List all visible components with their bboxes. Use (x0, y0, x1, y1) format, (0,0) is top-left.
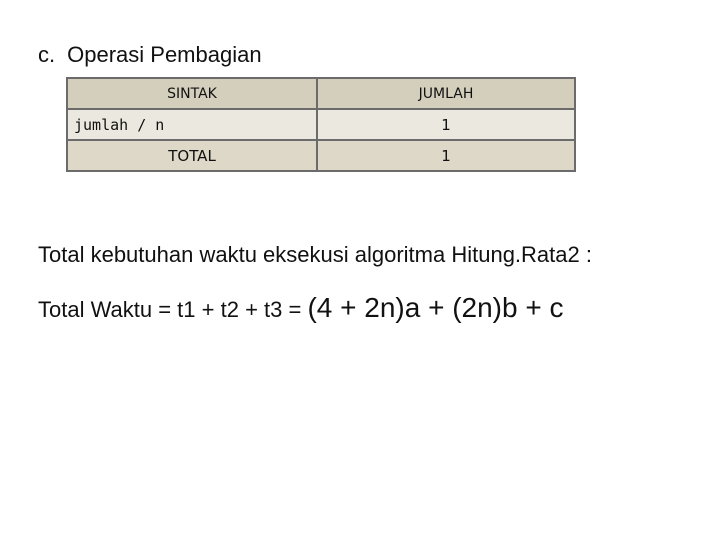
header-sintak: SINTAK (67, 78, 317, 109)
section-title: Operasi Pembagian (67, 42, 262, 67)
table-row (67, 109, 575, 140)
syntax-count-table (66, 77, 576, 172)
table-total-row (67, 140, 575, 171)
total-time-line (38, 292, 564, 324)
summary-line: Total kebutuhan waktu eksekusi algoritma Hitung.Rata2 : (38, 242, 592, 267)
section-heading (38, 42, 262, 68)
total-label: TOTAL (67, 140, 317, 171)
count-cell: 1 (317, 109, 575, 140)
syntax-cell: jumlah / n (67, 109, 317, 140)
section-marker: c. (38, 42, 56, 67)
total-time-formula: (4 + 2n)a + (2n)b + c (307, 292, 564, 323)
table-header-row (67, 78, 575, 109)
header-jumlah: JUMLAH (317, 78, 575, 109)
total-time-prefix: Total Waktu = t1 + t2 + t3 = (38, 297, 308, 322)
total-count: 1 (317, 140, 575, 171)
